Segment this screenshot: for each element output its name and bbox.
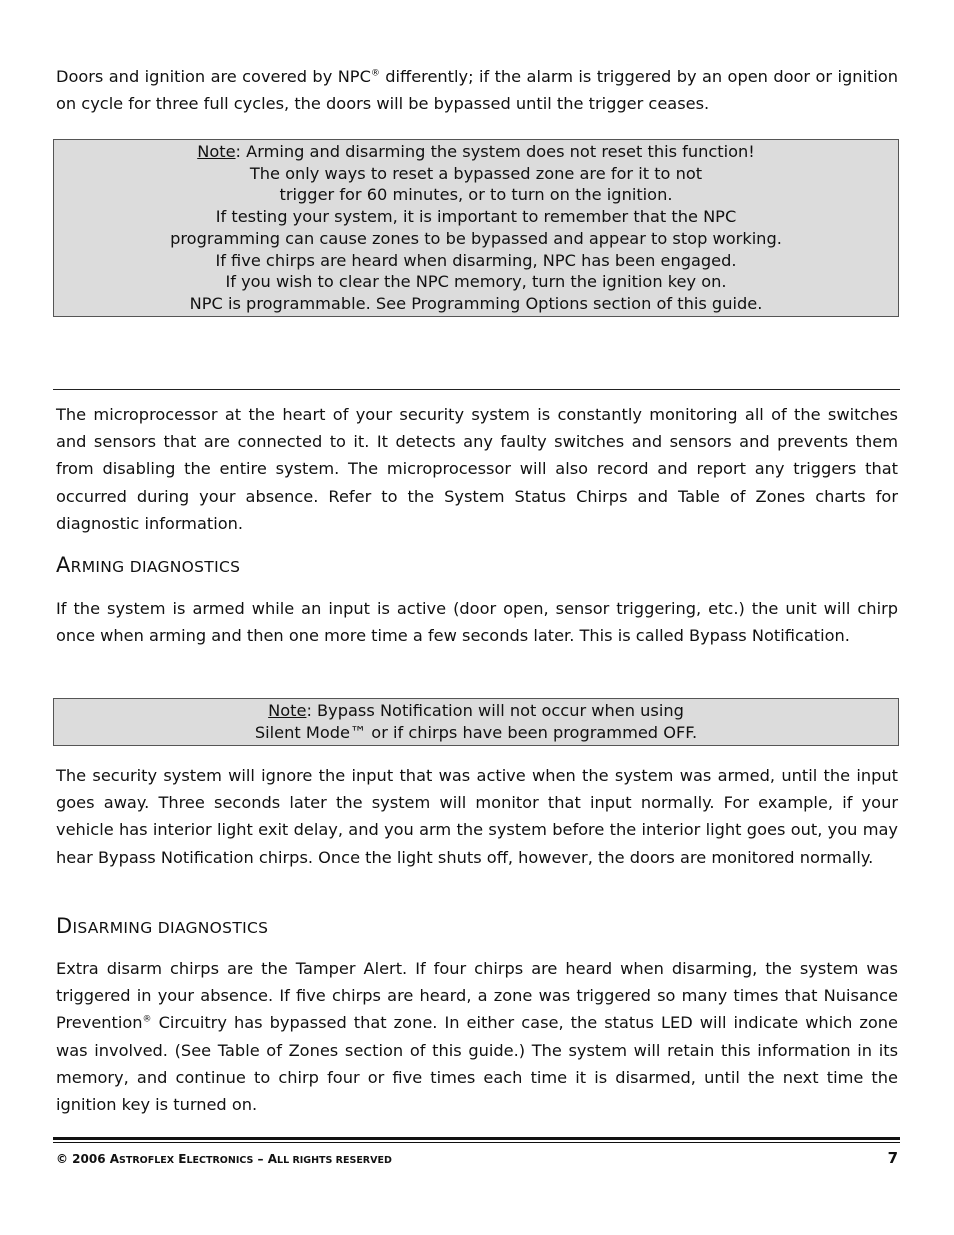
note-line: Note: Bypass Notification will not occur when using bbox=[268, 701, 684, 720]
footer-rule-thick bbox=[53, 1137, 900, 1140]
note-line: If five chirps are heard when disarming, NPC has been engaged. bbox=[215, 250, 737, 270]
note-line: Note: Arming and disarming the system does not reset this function! bbox=[197, 142, 755, 161]
footer-copyright: © 2006 ASTROFLEX ELECTRONICS – ALL RIGHTS RESERVED bbox=[56, 1152, 392, 1166]
disarming-paragraph: Extra disarm chirps are the Tamper Alert. If four chirps are heard when disarming, the system was triggered in your absence. If five chirps are heard, a zone was triggered so many times that Nuisance Prevention® Circuitry has bypassed that zone. In either case, the status LED will indicate which zone was involved. (See Table of Zones section of this guide.) The system will retain this information in its memory, and continue to chirp four or five times each time it is disarmed, until the next time the ignition key is turned on. bbox=[56, 959, 898, 1115]
diagnostics-paragraph: The microprocessor at the heart of your security system is constantly monitoring all of the switches and sensors that are connected to it. It detects any faulty switches and sensors and prevents them from disabling the entire system. The microprocessor will also record and report any triggers that occurred during your absence. Refer to the System Status Chirps and Table of Zones charts for diagnostic information. bbox=[56, 405, 898, 533]
page-number: 7 bbox=[887, 1149, 898, 1167]
intro-text: Doors and ignition are covered by NPC bbox=[56, 67, 371, 86]
intro-text-cont: differently; if the alarm is triggered by an open door or ignition on cycle for three full cycles, the doors will be bypassed until the trigger ceases. bbox=[56, 67, 898, 114]
note-line: programming can cause zones to be bypassed and appear to stop working. bbox=[170, 228, 782, 248]
note-line: trigger for 60 minutes, or to turn on the ignition. bbox=[279, 185, 673, 205]
disarming-diagnostics-heading: DISARMING DIAGNOSTICS bbox=[56, 914, 269, 938]
note-line: If testing your system, it is important to remember that the NPC bbox=[215, 207, 737, 227]
note-line: If you wish to clear the NPC memory, turn the ignition key on. bbox=[225, 272, 727, 292]
intro-paragraph bbox=[56, 63, 898, 117]
arming-diagnostics-heading: ARMING DIAGNOSTICS bbox=[56, 553, 241, 577]
arming-paragraph-2: The security system will ignore the input that was active when the system was armed, until the input goes away. Three seconds later the system will monitor that input normally. For example, if your vehicle has interior light exit delay, and you arm the system before the interior light goes out, you may hear Bypass Notification chirps. Once the light shuts off, however, the doors are monitored normally. bbox=[56, 766, 898, 867]
npc-note-box bbox=[53, 139, 899, 317]
note-line: Silent Mode™ or if chirps have been programmed OFF. bbox=[254, 722, 698, 742]
section-divider bbox=[53, 389, 900, 390]
arming-paragraph: If the system is armed while an input is active (door open, sensor triggering, etc.) the unit will chirp once when arming and then one more time a few seconds later. This is called Bypass Notification. bbox=[56, 599, 898, 646]
note-label: Note bbox=[268, 701, 307, 720]
note-line: The only ways to reset a bypassed zone are for it to not bbox=[249, 163, 703, 183]
footer-rule-thin bbox=[53, 1142, 900, 1143]
registered-mark: ® bbox=[142, 1015, 152, 1026]
note-line: NPC is programmable. See Programming Options section of this guide. bbox=[189, 293, 763, 313]
bypass-note-box bbox=[53, 698, 899, 746]
registered-mark: ® bbox=[370, 68, 380, 79]
note-label: Note bbox=[197, 142, 236, 161]
